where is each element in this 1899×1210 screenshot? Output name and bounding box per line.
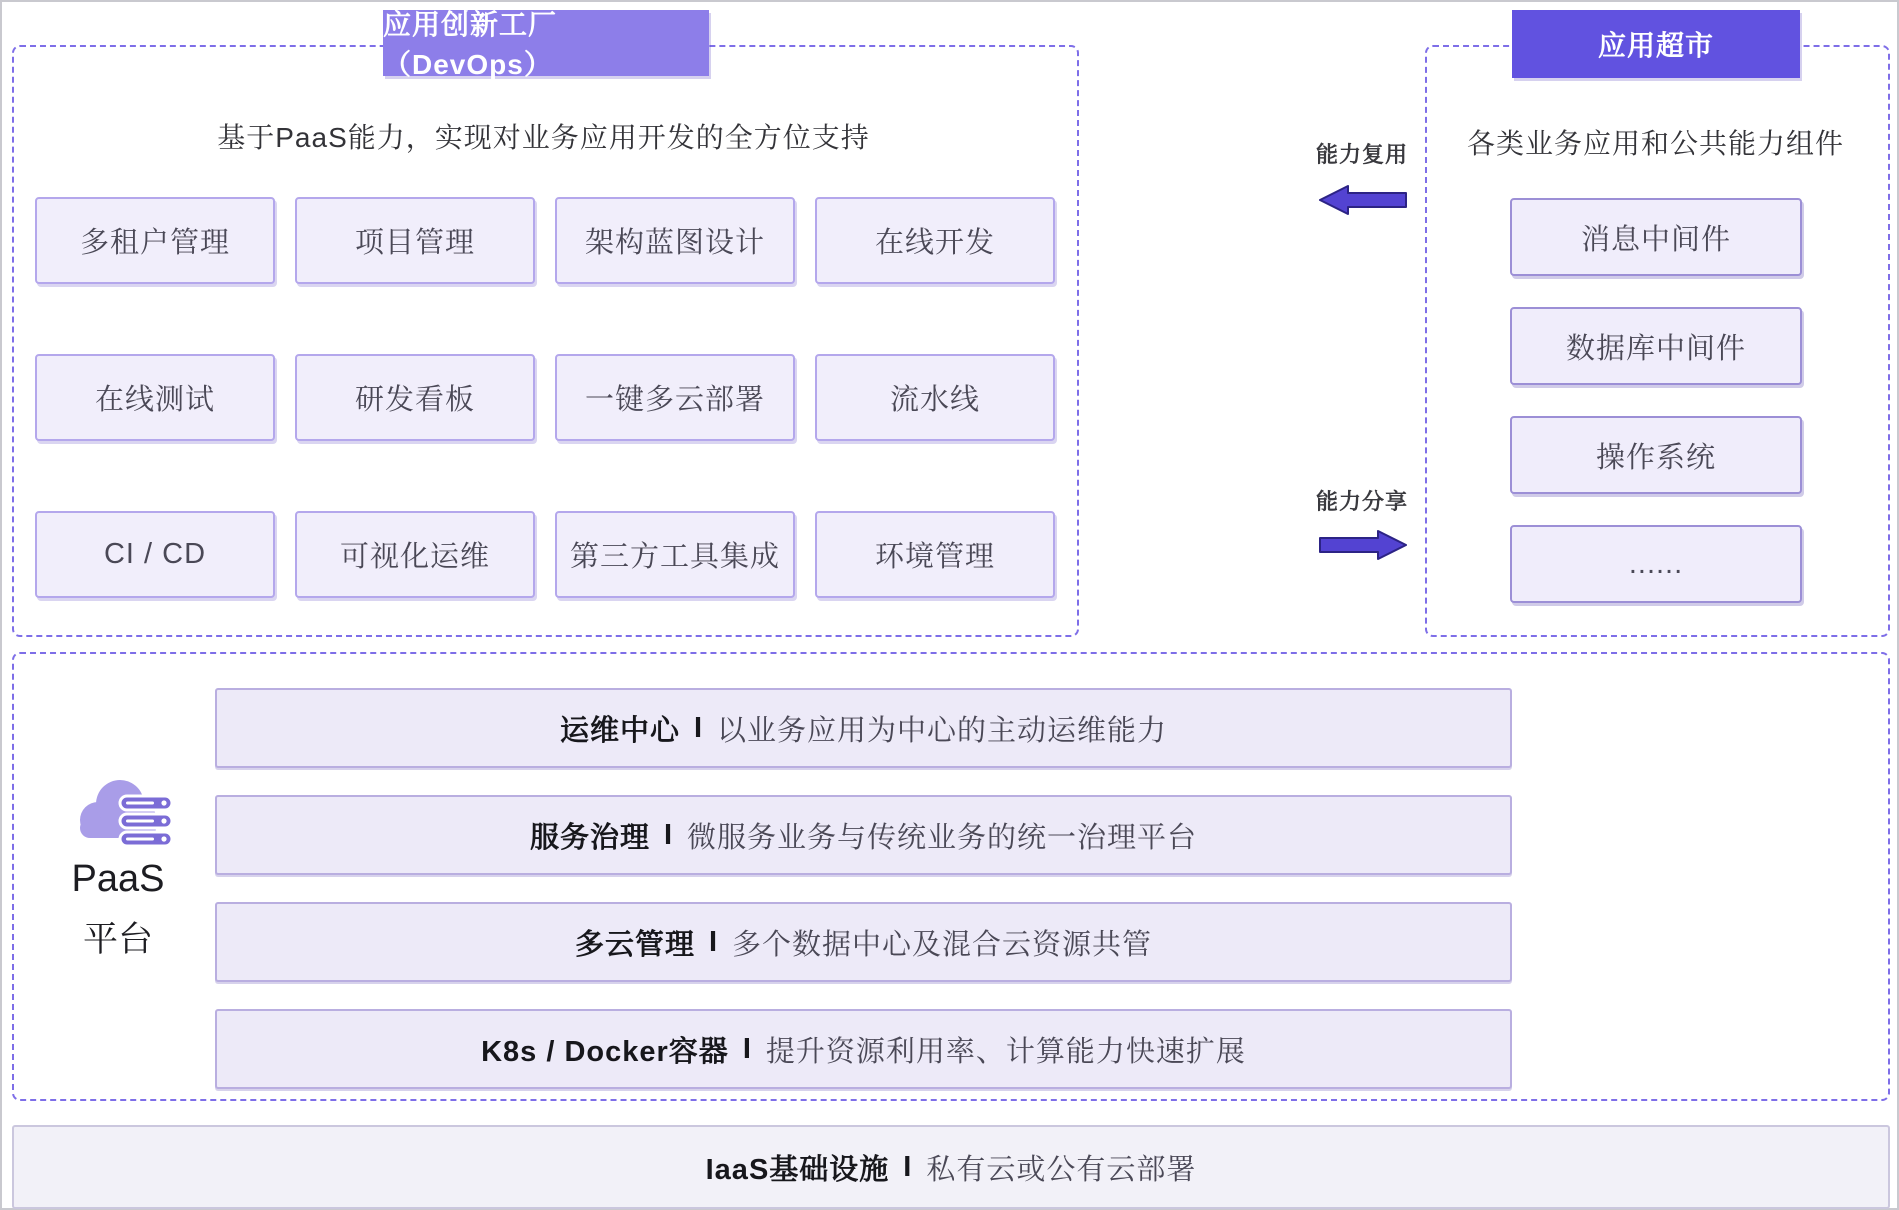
paas-row-desc: 多个数据中心及混合云资源共管 xyxy=(732,928,1153,961)
app-market-title-badge xyxy=(1512,10,1800,78)
paas-row-separator: I xyxy=(663,818,674,851)
devops-panel-title: 应用创新工厂（DevOps） xyxy=(383,9,558,80)
iaas-bar xyxy=(12,1125,1890,1209)
iaas-bar-desc: 私有云或公有云部署 xyxy=(926,1153,1197,1186)
devops-cell: 在线开发 xyxy=(815,197,1055,284)
paas-row-separator: I xyxy=(708,925,719,958)
iaas-bar-separator: I xyxy=(903,1150,913,1183)
paas-row-title: 服务治理 xyxy=(529,821,650,854)
devops-cell: 第三方工具集成 xyxy=(555,511,795,598)
devops-cell: 项目管理 xyxy=(295,197,535,284)
devops-cell: 环境管理 xyxy=(815,511,1055,598)
arrow-left-icon xyxy=(1318,183,1408,217)
paas-row xyxy=(215,902,1512,982)
paas-row-title: K8s / Docker容器 xyxy=(481,1035,729,1068)
paas-capability-rows xyxy=(215,688,1512,1089)
paas-label-cn: 平台 xyxy=(82,920,153,959)
app-market-title: 应用超市 xyxy=(1597,30,1714,61)
paas-row-desc: 提升资源利用率、计算能力快速扩展 xyxy=(765,1035,1246,1068)
paas-row-separator: I xyxy=(742,1032,752,1065)
cloud-stack-icon xyxy=(68,772,180,858)
market-item: 数据库中间件 xyxy=(1510,307,1802,385)
paas-row xyxy=(215,1009,1512,1089)
paas-row xyxy=(215,688,1512,768)
app-market-items xyxy=(1510,198,1802,603)
paas-row-desc: 以业务应用为中心的主动运维能力 xyxy=(717,714,1168,747)
app-market-subtitle: 各类业务应用和公共能力组件 xyxy=(1466,128,1844,159)
devops-cell: 一键多云部署 xyxy=(555,354,795,441)
devops-cell: 流水线 xyxy=(815,354,1055,441)
paas-label-en: PaaS xyxy=(71,858,165,900)
devops-panel-subtitle: 基于PaaS能力，实现对业务应用开发的全方位支持 xyxy=(217,122,870,153)
devops-capability-grid xyxy=(35,197,1055,598)
capability-reuse-label: 能力复用 xyxy=(1315,142,1408,167)
capability-share-label: 能力分享 xyxy=(1315,489,1408,514)
devops-panel-title-badge xyxy=(383,9,709,80)
devops-cell: 在线测试 xyxy=(35,354,275,441)
devops-cell: 多租户管理 xyxy=(35,197,275,284)
market-item: ...... xyxy=(1510,525,1802,603)
market-item: 操作系统 xyxy=(1510,416,1802,494)
paas-row-separator: I xyxy=(693,711,704,744)
paas-row-title: 运维中心 xyxy=(559,714,680,747)
devops-cell: 研发看板 xyxy=(295,354,535,441)
devops-cell: CI / CD xyxy=(35,511,275,598)
devops-cell: 架构蓝图设计 xyxy=(555,197,795,284)
market-item: 消息中间件 xyxy=(1510,198,1802,276)
paas-row-title: 多云管理 xyxy=(574,928,695,961)
paas-row xyxy=(215,795,1512,875)
iaas-bar-title: IaaS基础设施 xyxy=(705,1153,890,1186)
paas-row-desc: 微服务业务与传统业务的统一治理平台 xyxy=(687,821,1198,854)
devops-cell: 可视化运维 xyxy=(295,511,535,598)
arrow-right-icon xyxy=(1318,528,1408,562)
